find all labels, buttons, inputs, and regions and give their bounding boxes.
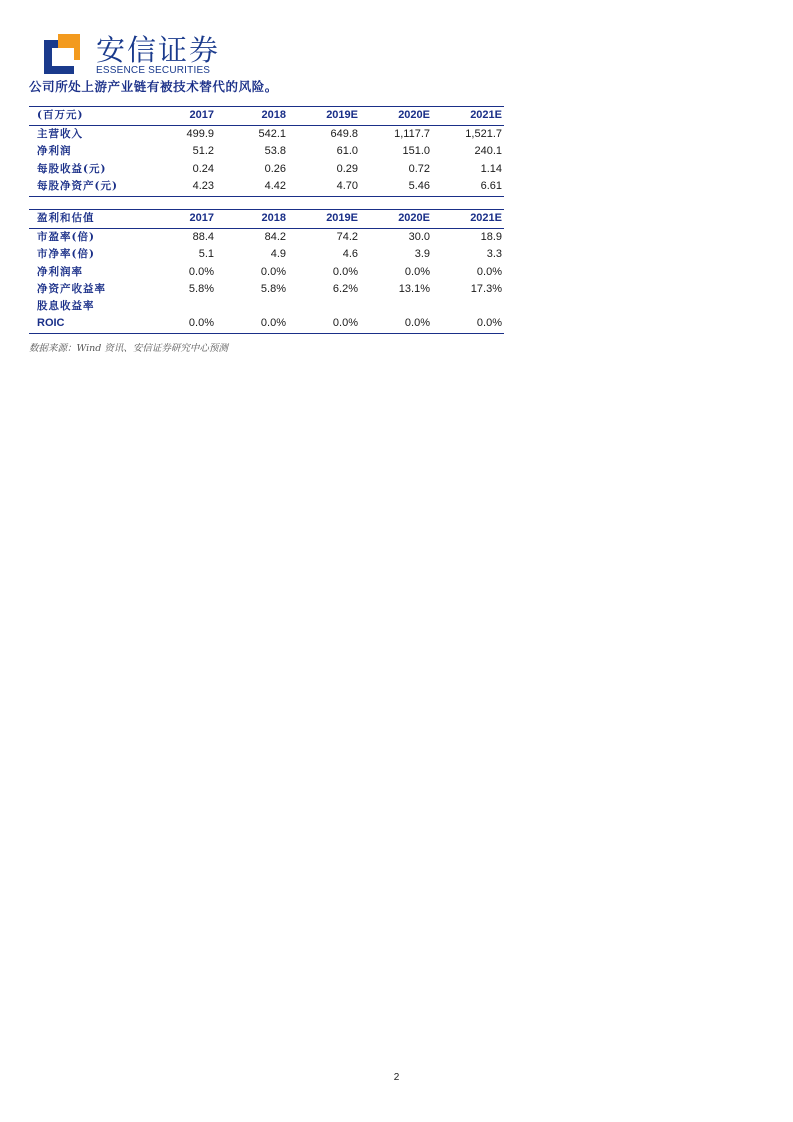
cell: 0.29 bbox=[336, 162, 358, 175]
table-row bbox=[29, 178, 504, 195]
cell: 74.2 bbox=[336, 231, 358, 243]
cell: 1,521.7 bbox=[465, 128, 502, 140]
cell: 0.0% bbox=[476, 317, 502, 330]
cell: 3.3 bbox=[486, 248, 502, 261]
cell: 30.0 bbox=[408, 231, 430, 243]
source-note: 数据来源：Wind 资讯、安信证券研究中心预测 bbox=[29, 343, 228, 354]
year-col: 2017 bbox=[189, 109, 214, 121]
cell: 5.46 bbox=[408, 179, 430, 192]
table2-header-row bbox=[29, 210, 504, 227]
cell: 499.9 bbox=[186, 128, 214, 140]
table2-header-label: 盈利和估值 bbox=[37, 212, 95, 224]
essence-logo-icon bbox=[44, 34, 80, 74]
cell: 0.24 bbox=[192, 162, 214, 175]
logo-chinese-name: 安信证券 bbox=[96, 33, 221, 67]
table-row bbox=[29, 143, 504, 160]
cell: 0.0% bbox=[332, 317, 358, 330]
cell: 0.0% bbox=[404, 265, 430, 278]
cell: 4.6 bbox=[342, 248, 358, 261]
cell: 0.0% bbox=[260, 265, 286, 278]
logo-english-name: ESSENCE SECURITIES bbox=[96, 65, 211, 76]
year-col: 2020E bbox=[398, 212, 430, 224]
financial-table-body bbox=[29, 126, 504, 195]
cell: 84.2 bbox=[264, 231, 286, 243]
cell: 53.8 bbox=[264, 145, 286, 158]
year-col: 2021E bbox=[470, 109, 502, 121]
cell: 0.0% bbox=[260, 317, 286, 330]
intro-sentence: 公司所处上游产业链有被技术替代的风险。 bbox=[29, 79, 278, 94]
cell: 0.26 bbox=[264, 162, 286, 175]
table-row bbox=[29, 246, 504, 263]
valuation-table-body bbox=[29, 229, 504, 333]
cell: 5.8% bbox=[260, 282, 286, 295]
table-row bbox=[29, 161, 504, 178]
row-label: 净利润率 bbox=[37, 265, 83, 278]
cell: 0.72 bbox=[408, 162, 430, 175]
cell: 0.0% bbox=[404, 317, 430, 330]
table-row bbox=[29, 264, 504, 281]
cell: 3.9 bbox=[414, 248, 430, 261]
row-label: 市盈率(倍) bbox=[37, 231, 95, 243]
row-label: 每股净资产(元) bbox=[37, 179, 118, 192]
table-row bbox=[29, 315, 504, 332]
cell: 51.2 bbox=[192, 145, 214, 158]
cell: 649.8 bbox=[330, 128, 358, 140]
financial-table bbox=[29, 107, 504, 124]
table-row bbox=[29, 229, 504, 246]
cell: 0.0% bbox=[476, 265, 502, 278]
cell: 5.1 bbox=[198, 248, 214, 261]
row-label: 主营收入 bbox=[37, 128, 83, 140]
cell: 61.0 bbox=[336, 145, 358, 158]
cell: 542.1 bbox=[258, 128, 286, 140]
cell: 4.42 bbox=[264, 179, 286, 192]
valuation-table bbox=[29, 210, 504, 227]
company-logo bbox=[44, 34, 244, 78]
table1-header-row bbox=[29, 107, 504, 124]
cell: 4.70 bbox=[336, 179, 358, 192]
cell: 18.9 bbox=[480, 231, 502, 243]
cell: 13.1% bbox=[398, 282, 430, 295]
cell: 4.23 bbox=[192, 179, 214, 192]
cell: 6.2% bbox=[332, 282, 358, 295]
row-label: 净利润 bbox=[37, 145, 72, 158]
year-col: 2018 bbox=[261, 109, 286, 121]
cell: 1.14 bbox=[480, 162, 502, 175]
cell: 240.1 bbox=[474, 145, 502, 158]
row-label: 市净率(倍) bbox=[37, 248, 95, 261]
row-label: ROIC bbox=[37, 317, 65, 330]
table-row bbox=[29, 281, 504, 298]
row-label: 股息收益率 bbox=[37, 300, 95, 313]
cell: 1,117.7 bbox=[394, 128, 430, 140]
cell: 0.0% bbox=[188, 265, 214, 278]
row-label: 净资产收益率 bbox=[37, 282, 106, 295]
year-col: 2020E bbox=[398, 109, 430, 121]
table2-bottom-rule bbox=[29, 333, 504, 334]
year-col: 2019E bbox=[326, 109, 358, 121]
cell: 0.0% bbox=[332, 265, 358, 278]
cell: 17.3% bbox=[470, 282, 502, 295]
cell: 5.8% bbox=[188, 282, 214, 295]
table-row bbox=[29, 126, 504, 143]
year-col: 2021E bbox=[470, 212, 502, 224]
cell: 6.61 bbox=[480, 179, 502, 192]
table-row bbox=[29, 298, 504, 315]
year-col: 2018 bbox=[261, 212, 286, 224]
cell: 0.0% bbox=[188, 317, 214, 330]
cell: 88.4 bbox=[192, 231, 214, 243]
page-number: 2 bbox=[393, 1072, 400, 1083]
table1-bottom-rule bbox=[29, 196, 504, 197]
cell: 151.0 bbox=[402, 145, 430, 158]
year-col: 2019E bbox=[326, 212, 358, 224]
year-col: 2017 bbox=[189, 212, 214, 224]
row-label: 每股收益(元) bbox=[37, 162, 107, 175]
table1-header-label: (百万元) bbox=[37, 109, 84, 121]
cell: 4.9 bbox=[270, 248, 286, 261]
